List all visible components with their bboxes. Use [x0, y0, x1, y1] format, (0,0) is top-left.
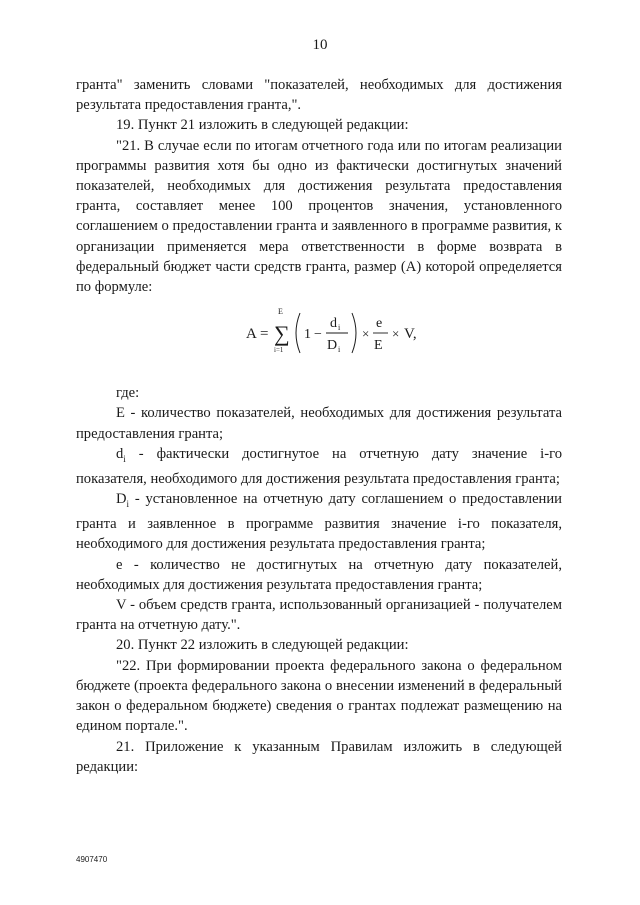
formula-denominator-E: E: [374, 338, 383, 354]
formula-one: 1: [304, 327, 311, 343]
document-code: 4907470: [76, 855, 108, 864]
formula-tail-V: V,: [404, 326, 417, 343]
formula-equals: =: [260, 326, 269, 343]
paragraph-continuation: гранта" заменить словами "показателей, необходимых для достижения результата предоставления гранта,".: [76, 77, 562, 114]
definition-di: $d_i$ - фактически достигнутое на отчетную дату значение i-го показателя, необходимого для достижения результата предоставления гранта;: [76, 445, 562, 487]
paragraph-item-19: 19. Пункт 21 изложить в следующей редакции:: [116, 117, 409, 134]
formula-denominator-D: D: [327, 338, 338, 354]
formula-denominator-sub: i: [338, 345, 341, 355]
document-body: [76, 75, 562, 777]
formula-times-2: ×: [392, 326, 400, 342]
formula-sum-lower: i=1: [274, 346, 284, 355]
formula-left-paren: [296, 313, 300, 353]
paragraph-item-21: 21. Приложение к указанным Правилам изложить в следующей редакции:: [76, 738, 562, 775]
formula-numerator-e: e: [376, 316, 383, 332]
formula-minus: −: [314, 327, 322, 343]
paragraph-clause-22: "22. При формировании проекта федерального закона о федеральном бюджете (проекта федерального закона о внесении изменений в федеральный закон о федеральном бюджете) сведения о грантах подлежат размещению на едином портале.".: [76, 657, 562, 735]
formula-numerator-sub: i: [338, 323, 341, 333]
definition-V: V - объем средств гранта, использованный организацией - получателем гранта на отчетную дату.".: [76, 597, 562, 634]
where-label: где:: [116, 385, 140, 402]
formula-block: [76, 297, 562, 383]
formula-times-1: ×: [362, 326, 370, 342]
formula-sum-sign: ∑: [274, 321, 290, 347]
definition-Di: $D_i$ - установленное на отчетную дату соглашением о предоставлении гранта и заявленное в программе развития значение i-го показателя, необходимого для достижения результата предоставления гранта;: [76, 491, 562, 553]
formula-numerator-d: d: [330, 316, 337, 332]
formula-lhs: A: [246, 326, 257, 343]
formula-sum-upper: E: [278, 307, 283, 317]
definition-e: е - количество не достигнутых на отчетную дату показателей, необходимых для достижения результата предоставления гранта;: [76, 556, 562, 593]
page-number: 10: [312, 37, 328, 53]
formula-right-paren: [352, 313, 356, 353]
definition-E: Е - количество показателей, необходимых для достижения результата предоставления гранта;: [76, 405, 562, 442]
paragraph-clause-21: "21. В случае если по итогам отчетного года или по итогам реализации программы развития хотя бы одно из фактически достигнутых значений показателей, необходимых для достижения результата предоставления гранта, составляет менее 100 процентов значения, установленного соглашением о предоставлении гранта и заявленного в программе развития, к организации применяется мера ответственности в форме возврата в федеральный бюджет части средств гранта, размер (А) которой определяется по формуле:: [76, 137, 562, 296]
penalty-formula: [246, 305, 486, 365]
paragraph-item-20: 20. Пункт 22 изложить в следующей редакции:: [116, 637, 409, 654]
